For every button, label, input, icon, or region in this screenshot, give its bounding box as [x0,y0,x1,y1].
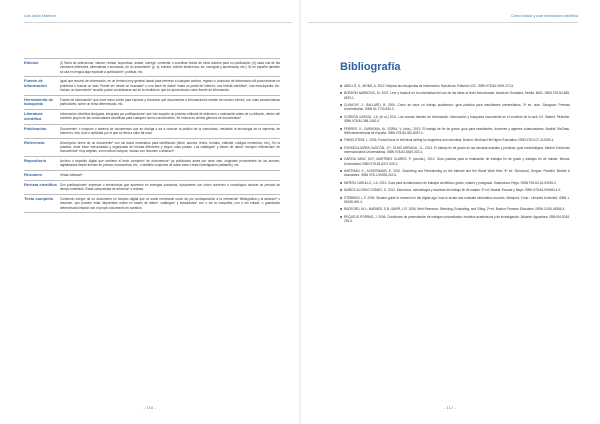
bibliography-entry [340,127,570,136]
glossary-definition: Información científica divulgada, integrada por publicaciones* que han seguido un proceso editorial de selección o evaluación antes de su difusión, dentro del contexto propio de las comunidades científicas para cualquier nuevo conocimiento. Se enfoca en ciertos géneros de documentos*. [60,112,280,121]
square-bullet-icon: ■ [340,138,343,143]
header-rule [308,22,578,23]
reference-text: BORDÓN NARBOVIC, M. 2007. Leer y traducir en la universidad del uso de las ideas al texto estructurado. Alcalá de Guadaira, Sevilla: MAD. ISBN 978-84-665-6879-1. [344,91,570,100]
square-bullet-icon: ■ [340,157,343,162]
glossary-definition: (i) Tarea de seleccionar, valorar, revisar, supervisar, anotar, corregir, comentar o coordinar textos de otros autores para su publicación; (ii) cada una de las versiones diferentes, alternativas o sucesivas, de un documento* (p. ej. edición, edición electrónica, ed. corregida y aumentada, etc.); iii) en español también se usa en lengua algo equivale a publicación*, publicar, etc. [60,61,280,74]
square-bullet-icon: ■ [340,169,343,173]
glossary-row [24,171,280,181]
bibliography-entry [340,157,570,166]
glossary-row [24,139,280,157]
square-bullet-icon: ■ [340,145,343,150]
square-bullet-icon: ■ [340,195,343,200]
square-bullet-icon: ■ [340,114,343,119]
glossary-definition: Fuente de información* que sirve como índice para explorar y encontrar qué documentos o informaciones existen de nuestro interés, con unas características particulares, sobre un tema determinado, etc. [60,97,280,106]
reference-text: HARTMAN, K.; ACKERMANN, E. 2010. Searching and Researching on the Internet and the World Wide Web. 5ª ed. Sherwood, Oregon: Franklin, Beedle & Associates. ISBN 978-1-59028-242-5. [344,169,570,178]
glossary-row [24,195,280,213]
glossary-row [24,125,280,139]
square-bullet-icon: ■ [340,84,343,88]
square-bullet-icon: ■ [340,207,343,212]
glossary-term: Repositorio [24,158,47,164]
glossary-row [24,96,280,111]
glossary-definition: Véase Abstract*. [60,173,84,178]
bibliography-entry [340,188,570,192]
square-bullet-icon: ■ [340,214,343,219]
running-head: Cómo buscar y usar información científica [511,14,578,18]
glossary-definition: Documento* o conjunto o sistema de documentos que se divulga o da a conocer al público de la comunidad, mediante la tecnología de la imprenta, de Internet u otra. Acto o actividad por el que se lleva a cabo tal cosa. [60,126,280,136]
square-bullet-icon: ■ [340,91,343,96]
reference-text: MERÓN CARULLO, J.A. 2013. Guía para la elaboración de trabajos científicos: grado, máster y postgrado. Salamanca: Rego. ISBN 978-84-15-54039-2. [344,180,557,185]
glossary-definition: Son publicaciones* impresas o electrónicas que aparecen en entregas sucesivas, típicamente con orden numérico o cronológico durante un periodo de tiempo indefinido. Estas compuestas de artículos* o revisas. [60,183,280,192]
bibliography-entry [340,115,570,124]
bibliography-entry [340,91,570,100]
running-head: Luis Javier Martínez [24,14,57,18]
bibliography-entry [340,207,570,211]
glossary-term: Edición [24,60,39,65]
bibliography-entry [340,146,570,155]
glossary-definition: Descripción breve de un documento* con los datos necesarios para identificarlo (título, autores, fecha, formato, editorial, códigos numéricos, etc.). En la práctica, debe estar estructurada y organizada de formas diferentes y según unas pautas. Los catálogos* y bases de datos* incluyen referencias* de documentos* muy amplias, con muchos campos; incluso con resumen o abstract*. [60,140,280,154]
glossary-definition: Igual que recurso de información, es un término muy general usado para referirse a cualquier archivo, registro o colección de información útil para resolver un problema o buscar un dato. Puede ser desde un buscador* o una base de datos* hasta un portal de Internet, una revista científica*, una enciclopedia, etc. Incluso un documento* sencillo puede considerarse así en la medida en que es aprovechado como fuente de información. [60,79,280,92]
glossary-row [24,110,280,125]
reference-text: STEBBINS, L.F. 2006. Student guide to research in the digital age: how to locate and evaluate information sources. Westport, Conn.: Libraries Unlimited. ISBN 1-59158-099-4. [344,195,570,204]
glossary-term: Revista científica [24,182,57,188]
glossary-definition: Archivo o depósito digital que contiene el texto completo* de documentos* ya publicados antes por otras vías, originales procedentes de los autores; digitalizados desde fuentes en prensa, manuscritas, etc., o también conjuntos de datos base o tesis investigación (datasets), etc. [60,159,280,168]
page-number: - 116 - [143,405,157,410]
glossary-table [24,58,280,213]
reference-text: FINKELSTEIN, L. 2006. Pocket book of technical writing for engineers and scientists. Boston: McGraw-Hill Higher Education. ISBN 978-0-07-319159-1. [344,138,555,143]
section-title: Bibliografía [340,61,401,73]
bibliography-list [340,84,570,226]
glossary-term: Publicación [24,125,47,131]
reference-text: CORDÓN GARCÍA, J.A. [et al.] 2011. Las nuevas fuentes de información: información y búsqueda documental en el contexto de la web 2.0. Madrid: Pirámide. ISBN 978-84-368-2462-5. [344,114,570,124]
right-page [300,0,600,424]
reference-text: CLANCHY, J.; BALLARD, B. 2000. Cómo se hace un trabajo académico: guía práctica para estudiantes universitarios. 3ª ed. aum. Zaragoza: Prensas Universitarias. ISBN 84-7733-539-3. [344,103,570,112]
reference-text: MUÑOZ-ALONSO GÓMEZ, G. 2012. Estructura, metodología y escritura del trabajo fin de máster. 3ª ed. Madrid: Escolar y Mayo. ISBN 978-84-939484-4-9. [344,188,562,193]
glossary-term: Resumen [24,172,43,178]
bibliography-entry [340,215,570,224]
reference-text: RADFORD, M.L.; BARNES, S.B.; BARR, L.R. 2006. Web Research: Selecting, Evaluating, and Citing. 2ª ed. Boston: Pearson Education. ISBN 0-205-46365-4. [344,207,566,212]
bibliography-entry [340,181,570,185]
page-number: - 117 - [443,405,457,410]
glossary-row [24,181,280,195]
bibliography-entry [340,103,570,112]
square-bullet-icon: ■ [340,126,343,131]
glossary-term: Fuente de información [24,78,47,88]
bibliography-entry [340,138,570,142]
glossary-row [24,58,280,77]
bibliography-entry [340,196,570,205]
header-rule [24,22,292,23]
bibliography-entry [340,169,570,178]
glossary-row [24,157,280,171]
reference-text: FERRER, V.; CARMONA, M.; SORIA, V. (eds.). 2013. El trabajo de fin de grado: guía para estudiantes, docentes y agentes colaboradores. Madrid: McGraw-Hill/Interamericana de España. ISBN 978-84-481-8287-0. [344,126,570,135]
square-bullet-icon: ■ [340,180,343,185]
glossary-definition: Contenido íntegro de un documento en formato digital que se suele mencionar como tal por contraposición a la referencia* bibliográfica y al abstract* o resumen, que pueden estar disponibles online en bases de datos*, catálogos* y buscadores* con o sin la compañía, con o sin enlace, o guardando determinada relación con el propio documento en cuestión. [60,197,280,210]
reference-text: REQUEJO PORRAS, J. 2006. Cuestiones de presentación de trabajos universitarios: modelos académicos y de investigación. Alicante: Aguaclara. ISBN 84-8018-293-4. [344,214,570,223]
square-bullet-icon: ■ [340,103,343,108]
bibliography-entry [340,84,570,88]
glossary-term: Herramienta de búsqueda [24,96,54,107]
glossary-term: Literatura científica [24,111,43,121]
square-bullet-icon: ■ [340,188,343,193]
reference-text: ABELLÓ, S.; MONS, A. 2012. Mejorar las búsquedas de información. Barcelona: Editorial UOC. ISBN 978-84-9029-272-6. [344,84,515,88]
glossary-row [24,77,280,95]
glossary-term: Texto completo [24,196,54,202]
glossary-term: Referencia [24,139,45,145]
reference-text: GARCÍA SANZ, M.P.; MARTÍNEZ CLARES, P. (coords.). 2012. Guía práctica para la realización de trabajos fin de grado y trabajos fin de máster. Murcia: Universidad. ISBN 978-84-8371-925-2. [344,157,570,166]
reference-text: FONSECA-MORA GASCÓN, J.F.; OLMO ARRIAGA, J.L. 2013. El trabajo fin de grado en las ciencias sociales y jurídicas: guía metodológica. Madrid: Ediciones Internacionales Universitarias. ISBN 978-84-8469-322-4. [344,145,570,154]
